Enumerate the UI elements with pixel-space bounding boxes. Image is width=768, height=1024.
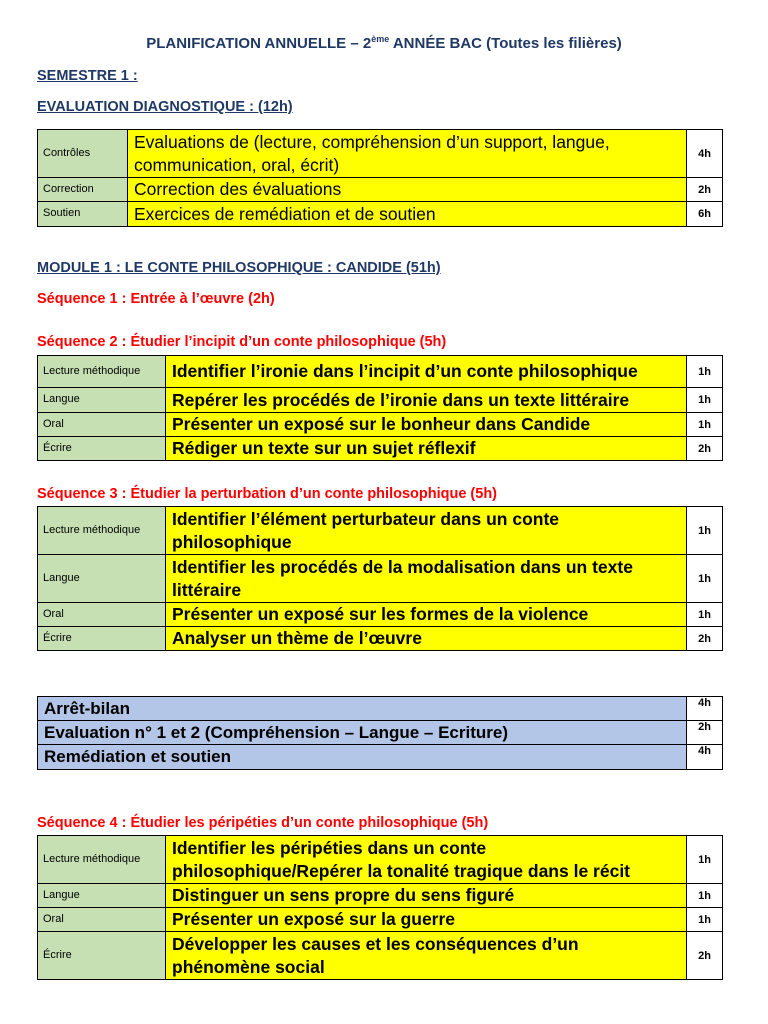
title-text: PLANIFICATION ANNUELLE – 2 (146, 35, 372, 52)
table-row (38, 884, 723, 908)
category-cell: Langue (38, 388, 166, 413)
task-cell: Correction des évaluations (128, 178, 687, 202)
category-cell: Écrire (38, 627, 166, 651)
hours-cell: 1h (687, 884, 723, 908)
category-cell: Langue (38, 555, 166, 603)
hours-cell: 4h (687, 745, 723, 770)
bilan-table (37, 696, 723, 770)
table-row (38, 932, 723, 980)
hours-cell: 1h (687, 507, 723, 555)
task-cell: Exercices de remédiation et de soutien (128, 202, 687, 227)
sequence-4-heading: Séquence 4 : Étudier les péripéties d’un conte philosophique (5h) (37, 815, 489, 831)
sequence-3-heading: Séquence 3 : Étudier la perturbation d’un conte philosophique (5h) (37, 486, 497, 502)
task-cell: Remédiation et soutien (38, 745, 687, 770)
task-cell: Identifier les péripéties dans un conte philosophique/Repérer la tonalité tragique dans le récit (166, 836, 687, 884)
table-row (38, 908, 723, 932)
table-row (38, 356, 723, 388)
task-cell: Evaluation n° 1 et 2 (Compréhension – Langue – Ecriture) (38, 721, 687, 745)
hours-cell: 1h (687, 836, 723, 884)
hours-cell: 1h (687, 908, 723, 932)
task-cell: Evaluations de (lecture, compréhension d’un support, langue, communication, oral, écrit) (128, 130, 687, 178)
category-cell: Langue (38, 884, 166, 908)
table-row (38, 130, 723, 178)
hours-cell: 2h (687, 178, 723, 202)
table-row (38, 507, 723, 555)
table-row (38, 437, 723, 461)
semestre-heading: SEMESTRE 1 : (37, 68, 138, 84)
hours-cell: 4h (687, 697, 723, 721)
sequence-3-table (37, 506, 723, 651)
task-cell: Développer les causes et les conséquences d’un phénomène social (166, 932, 687, 980)
table-row (38, 721, 723, 745)
table-row (38, 555, 723, 603)
category-cell: Lecture méthodique (38, 507, 166, 555)
table-row (38, 697, 723, 721)
table-row (38, 603, 723, 627)
category-cell: Contrôles (38, 130, 128, 178)
task-cell: Repérer les procédés de l’ironie dans un texte littéraire (166, 388, 687, 413)
category-cell: Lecture méthodique (38, 356, 166, 388)
table-row (38, 745, 723, 770)
task-cell: Identifier l’ironie dans l’incipit d’un conte philosophique (166, 356, 687, 388)
hours-cell: 2h (687, 437, 723, 461)
title-text-end: ANNÉE BAC (Toutes les filières) (389, 35, 622, 52)
category-cell: Oral (38, 413, 166, 437)
category-cell: Écrire (38, 932, 166, 980)
hours-cell: 1h (687, 555, 723, 603)
category-cell: Oral (38, 908, 166, 932)
category-cell: Lecture méthodique (38, 836, 166, 884)
hours-cell: 1h (687, 388, 723, 413)
title-superscript: ème (371, 34, 390, 44)
table-row (38, 836, 723, 884)
hours-cell: 1h (687, 603, 723, 627)
task-cell: Présenter un exposé sur la guerre (166, 908, 687, 932)
sequence-1-heading: Séquence 1 : Entrée à l’œuvre (2h) (37, 291, 275, 307)
task-cell: Identifier l’élément perturbateur dans un conte philosophique (166, 507, 687, 555)
sequence-2-table (37, 355, 723, 461)
eval-diag-heading: EVALUATION DIAGNOSTIQUE : (12h) (37, 99, 293, 115)
task-cell: Rédiger un texte sur un sujet réflexif (166, 437, 687, 461)
page-title (0, 34, 768, 52)
hours-cell: 4h (687, 130, 723, 178)
category-cell: Écrire (38, 437, 166, 461)
hours-cell: 6h (687, 202, 723, 227)
category-cell: Oral (38, 603, 166, 627)
task-cell: Présenter un exposé sur le bonheur dans Candide (166, 413, 687, 437)
hours-cell: 1h (687, 356, 723, 388)
hours-cell: 2h (687, 932, 723, 980)
category-cell: Correction (38, 178, 128, 202)
task-cell: Distinguer un sens propre du sens figuré (166, 884, 687, 908)
task-cell: Analyser un thème de l’œuvre (166, 627, 687, 651)
hours-cell: 1h (687, 413, 723, 437)
sequence-2-heading: Séquence 2 : Étudier l’incipit d’un conte philosophique (5h) (37, 334, 447, 350)
task-cell: Arrêt-bilan (38, 697, 687, 721)
task-cell: Identifier les procédés de la modalisation dans un texte littéraire (166, 555, 687, 603)
table-row (38, 627, 723, 651)
module-heading: MODULE 1 : LE CONTE PHILOSOPHIQUE : CANDIDE (51h) (37, 260, 441, 276)
table-row (38, 202, 723, 227)
task-cell: Présenter un exposé sur les formes de la violence (166, 603, 687, 627)
table-row (38, 178, 723, 202)
sequence-4-table (37, 835, 723, 980)
table-row (38, 388, 723, 413)
eval-diag-table (37, 129, 723, 227)
hours-cell: 2h (687, 721, 723, 745)
hours-cell: 2h (687, 627, 723, 651)
category-cell: Soutien (38, 202, 128, 227)
table-row (38, 413, 723, 437)
